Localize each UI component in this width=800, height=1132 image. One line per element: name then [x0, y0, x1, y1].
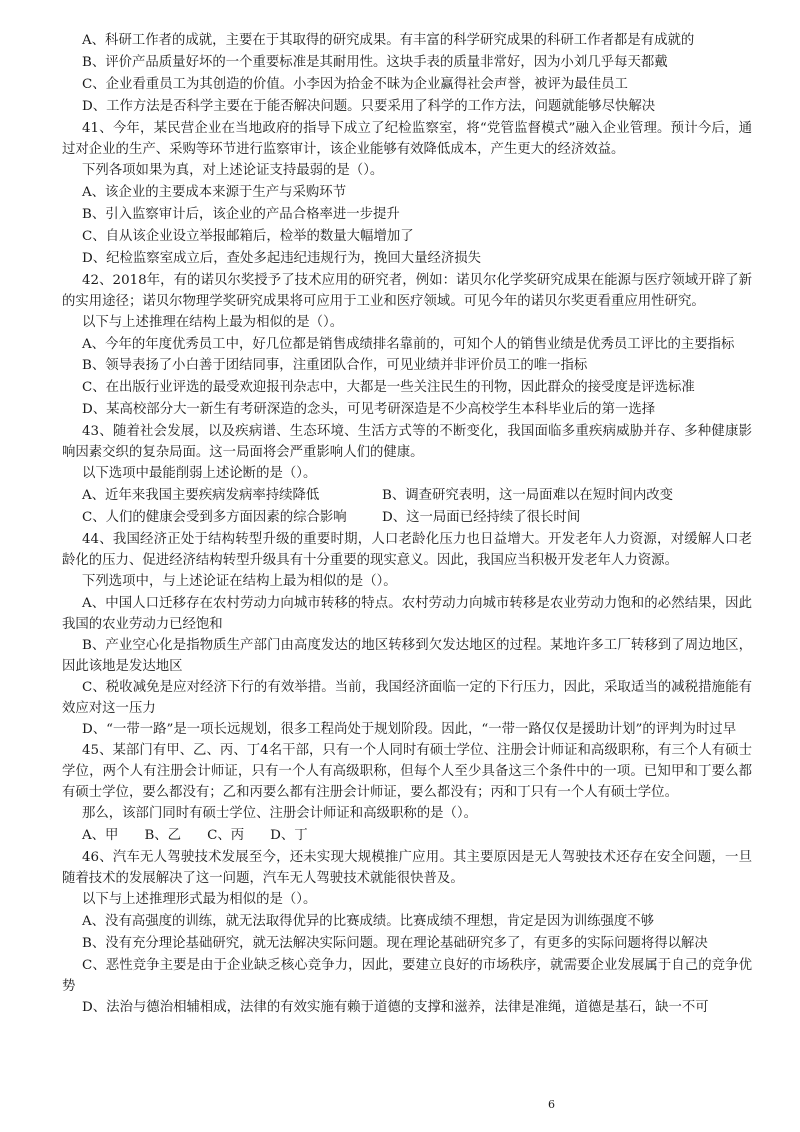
- question-45-option-a: A、甲: [82, 828, 119, 843]
- question-44: 44、我国经济正处于结构转型升级的重要时期，人口老龄化压力也日益增大。开发老年人力资源，对缓解人口老龄化的压力、促进经济结构转型升级具有十分重要的现实意义。因此，我国应当积极开发老年人力资源。: [62, 532, 752, 568]
- option-d: D、工作方法是否科学主要在于能否解决问题。只要采用了科学的工作方法，问题就能够尽快解决: [82, 99, 656, 114]
- question-44-option-d: D、“一带一路”是一项长远规划，很多工程尚处于规划阶段。因此，“一带一路仅仅是援助计划”的评判为时过早: [82, 722, 737, 737]
- question-46: 46、汽车无人驾驶技术发展至今，还未实现大规模推广应用。其主要原因是无人驾驶技术还存在安全问题，一旦随着技术的发展解决了这一问题，汽车无人驾驶技术就能很快普及。: [62, 850, 752, 886]
- question-43-options-row-1: [62, 485, 752, 507]
- question-41-stem: 下列各项如果为真，对上述论证支持最弱的是（）。: [82, 163, 384, 178]
- question-43-option-d: D、这一局面已经持续了很长时间: [382, 510, 581, 525]
- question-46-option-c: C、恶性竞争主要是由于企业缺乏核心竞争力，因此，要建立良好的市场秩序，就需要企业发展属于自己的竞争优势: [62, 958, 752, 994]
- question-41-option-d: D、纪检监察室成立后，查处多起违纪违规行为，挽回大量经济损失: [82, 251, 482, 266]
- question-42-option-c: C、在出版行业评选的最受欢迎报刊杂志中，大都是一些关注民生的刊物，因此群众的接受度是评选标准: [82, 380, 695, 395]
- question-44-stem: 下列选项中，与上述论证在结构上最为相似的是（）。: [82, 574, 397, 589]
- option-c: C、企业看重员工为其创造的价值。小李因为拾金不昧为企业赢得社会声誉，被评为最佳员工: [82, 77, 628, 92]
- question-46-option-a: A、没有高强度的训练，就无法取得优异的比赛成绩。比赛成绩不理想，肯定是因为训练强度不够: [82, 914, 655, 929]
- question-45-option-b: B、乙: [144, 828, 182, 843]
- question-41: 41、今年，某民营企业在当地政府的指导下成立了纪检监察室，将“党管监督模式”融入企业管理。预计今后，通过对企业的生产、采购等环节进行监察审计，该企业能够有效降低成本，产生更大的经济效益。: [62, 121, 752, 157]
- page-number: 6: [548, 1098, 555, 1111]
- question-42: 42、2018年，有的诺贝尔奖授予了技术应用的研究者，例如：诺贝尔化学奖研究成果在能源与医疗领域开辟了新的实用途径；诺贝尔物理学奖研究成果将可应用于工业和医疗领域。可见今年的诺贝尔奖更看重应用性研究。: [62, 273, 752, 309]
- question-41-option-b: B、引入监察审计后，该企业的产品合格率进一步提升: [82, 207, 400, 222]
- question-41-option-c: C、自从该企业设立举报邮箱后，检举的数量大幅增加了: [82, 229, 414, 244]
- question-42-option-a: A、今年的年度优秀员工中，好几位都是销售成绩排名靠前的，可知个人的销售业绩是优秀员工评比的主要指标: [82, 337, 735, 352]
- question-44-option-c: C、税收减免是应对经济下行的有效举措。当前，我国经济面临一定的下行压力，因此，采取适当的减税措施能有效应对这一压力: [62, 680, 752, 716]
- question-42-stem: 以下与上述推理在结构上最为相似的是（）。: [82, 315, 344, 330]
- option-b: B、评价产品质量好坏的一个重要标准是其耐用性。这块手表的质量非常好，因为小刘几乎每天都戴: [82, 55, 668, 70]
- question-43: 43、随着社会发展，以及疾病谱、生态环境、生活方式等的不断变化，我国面临多重疾病威胁并存、多种健康影响因素交织的复杂局面。这一局面将会严重影响人们的健康。: [62, 424, 752, 460]
- question-43-option-b: B、调查研究表明，这一局面难以在短时间内改变: [382, 488, 674, 503]
- question-45: 45、某部门有甲、乙、丙、丁4名干部，只有一个人同时有硕士学位、注册会计师证和高级职称，有三个人有硕士学位，两个人有注册会计师证，只有一个人有高级职称，但每个人至少具备这三个条件中的一项。已知甲和丁要么都有硕士学位，要么都没有；乙和丙要么都有注册会计师证，要么都没有；丙和丁只有一个人有硕士学位。: [62, 743, 752, 800]
- question-46-option-b: B、没有充分理论基础研究，就无法解决实际问题。现在理论基础研究多了，有更多的实际问题将得以解决: [82, 936, 708, 951]
- question-43-stem: 以下选项中最能削弱上述论断的是（）。: [82, 466, 317, 481]
- question-42-option-b: B、领导表扬了小白善于团结同事，注重团队合作，可见业绩并非评价员工的唯一指标: [82, 358, 588, 373]
- question-41-option-a: A、该企业的主要成本来源于生产与采购环节: [82, 185, 347, 200]
- question-45-option-c: C、丙: [207, 828, 245, 843]
- question-43-option-c: C、人们的健康会受到多方面因素的综合影响: [82, 510, 347, 525]
- question-43-options-row-2: [62, 507, 752, 529]
- question-46-option-d: D、法治与德治相辅相成，法律的有效实施有赖于道德的支撑和滋养，法律是准绳，道德是基石，缺一不可: [82, 1000, 709, 1015]
- question-45-stem: 那么，该部门同时有硕士学位、注册会计师证和高级职称的是（）。: [82, 806, 478, 821]
- option-a: A、科研工作者的成就，主要在于其取得的研究成果。有丰富的科学研究成果的科研工作者都是有成就的: [82, 33, 695, 48]
- question-44-option-b: B、产业空心化是指物质生产部门由高度发达的地区转移到欠发达地区的过程。某地许多工厂转移到了周边地区，因此该地是发达地区: [62, 638, 752, 674]
- question-43-option-a: A、近年来我国主要疾病发病率持续降低: [82, 488, 320, 503]
- question-45-option-d: D、丁: [270, 828, 308, 843]
- question-44-option-a: A、中国人口迁移存在农村劳动力向城市转移的特点。农村劳动力向城市转移是农业劳动力饱和的必然结果，因此我国的农业劳动力已经饱和: [62, 596, 752, 632]
- document-page: [62, 30, 752, 1019]
- question-46-stem: 以下与上述推理形式最为相似的是（）。: [82, 892, 317, 907]
- question-42-option-d: D、某高校部分大一新生有考研深造的念头，可见考研深造是不少高校学生本科毕业后的第一选择: [82, 402, 656, 417]
- question-45-options: [62, 825, 752, 847]
